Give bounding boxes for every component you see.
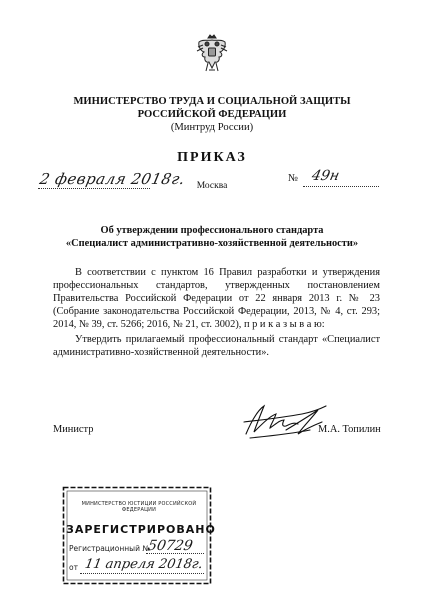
order-number: 49н (310, 168, 341, 184)
order-subject-line2: «Специалист административно-хозяйственной деятельности» (65, 238, 359, 249)
stamp-date-underline (80, 573, 204, 574)
body-paragraph-1-text: В соответствии с пунктом 16 Правил разработки и утверждения профессиональных стандартов, утвержденных постановлением Правительства Российской Федерации от 22 января 2013 г. № 23 (Собрание законодательства Российской Федерации, 2013, № 4, ст. 293; 2014, № 39, ст. 5266; 2016, № 21, ст. 3002), п р и к а з ы в а ю: (53, 267, 380, 330)
order-title: ПРИКАЗ (177, 150, 247, 165)
signatory-position: Министр (53, 424, 94, 435)
stamp-registered: ЗАРЕГИСТРИРОВАНО (66, 523, 216, 536)
body-paragraph-2 (53, 333, 380, 359)
number-underline (303, 186, 379, 187)
stamp-ministry-of-justice: МИНИСТЕРСТВО ЮСТИЦИИ РОССИЙСКОЙ ФЕДЕРАЦИИ (81, 501, 197, 513)
signatory-name: М.А. Топилин (318, 424, 381, 435)
handwritten-signature (240, 400, 335, 442)
stamp-reg-number: 50729 (146, 538, 194, 554)
order-number-label: № (288, 173, 299, 184)
ministry-name-line1: МИНИСТЕРСТВО ТРУДА И СОЦИАЛЬНОЙ ЗАЩИТЫ (73, 96, 351, 107)
ministry-name-line2: РОССИЙСКОЙ ФЕДЕРАЦИИ (137, 109, 287, 120)
order-city: Москва (196, 181, 228, 191)
order-date: 2 февраля 2018г. (38, 170, 187, 188)
stamp-number-underline (146, 553, 204, 554)
stamp-date-label: от (69, 563, 78, 572)
ministry-short-name: (Минтруд России) (170, 122, 254, 133)
stamp-reg-date: 11 апреля 2018г. (83, 557, 204, 572)
stamp-reg-number-label: Регистрационный № (69, 544, 151, 553)
coat-of-arms-icon (195, 33, 229, 75)
body-paragraph-1 (53, 266, 380, 331)
body-paragraph-2-text: Утвердить прилагаемый профессиональный стандарт «Специалист административно-хозяйственной деятельности». (53, 334, 380, 358)
order-subject-line1: Об утверждении профессионального стандарта (100, 225, 324, 236)
